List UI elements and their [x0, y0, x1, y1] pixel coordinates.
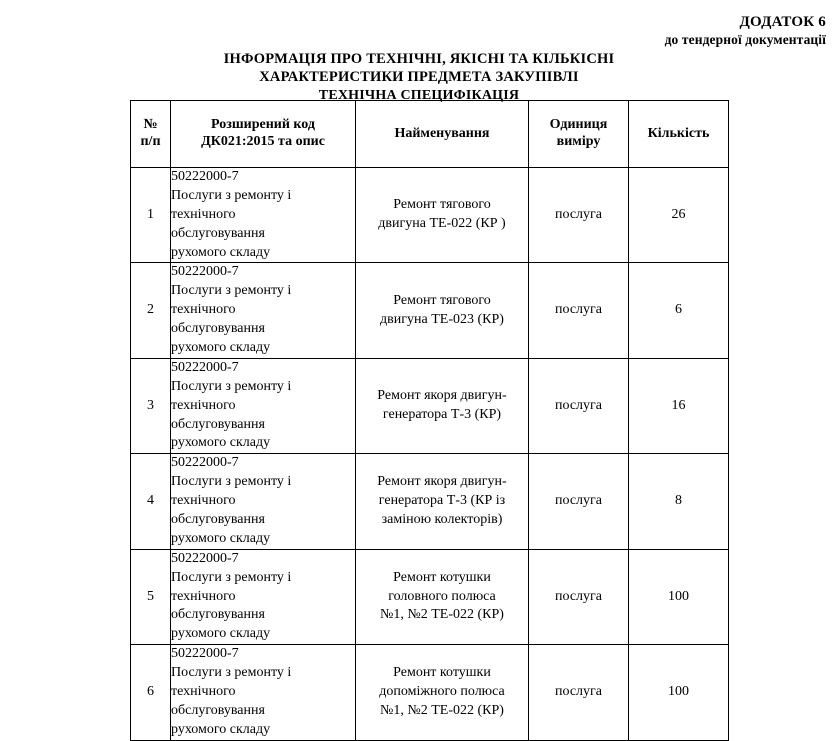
table-header-row — [131, 101, 729, 168]
code-line: 50222000-7 — [171, 264, 239, 280]
document-title-block — [0, 50, 838, 104]
name-line: заміною колекторів) — [381, 512, 503, 528]
row-number: 3 — [131, 358, 171, 453]
code-line: 50222000-7 — [171, 646, 239, 662]
name-line: Ремонт тягового — [393, 292, 491, 308]
code-line: рухомого складу — [171, 244, 271, 260]
table-row — [131, 454, 729, 549]
code-line: технічного — [171, 302, 236, 318]
column-header-unit-line-2: виміру — [556, 134, 601, 149]
table-body — [131, 168, 729, 741]
code-line: рухомого складу — [171, 626, 271, 642]
code-line: обслуговування — [171, 416, 265, 432]
code-line: обслуговування — [171, 607, 265, 623]
annex-subtitle: до тендерної документації — [664, 31, 826, 47]
code-line: технічного — [171, 684, 236, 700]
document-title-line-1: ІНФОРМАЦІЯ ПРО ТЕХНІЧНІ, ЯКІСНІ ТА КІЛЬКІСНІ — [223, 51, 615, 67]
column-header-code-line-2: ДК021:2015 та опис — [201, 134, 325, 149]
row-code-cell — [171, 263, 356, 358]
name-line: Ремонт якоря двигун- — [377, 474, 507, 490]
table-row — [131, 645, 729, 740]
name-line: №1, №2 ТЕ-022 (КР) — [380, 702, 504, 718]
column-header-code-line-1: Розширений код — [211, 117, 315, 133]
code-line: Послуги з ремонту і — [171, 569, 292, 585]
code-line: Послуги з ремонту і — [171, 378, 292, 394]
code-line: 50222000-7 — [171, 550, 239, 566]
code-line: технічного — [171, 397, 236, 413]
row-unit: послуга — [529, 549, 629, 644]
row-number: 6 — [131, 645, 171, 740]
code-line: Послуги з ремонту і — [171, 283, 292, 299]
row-quantity: 8 — [629, 454, 729, 549]
code-line: 50222000-7 — [171, 359, 239, 375]
code-line: обслуговування — [171, 512, 265, 528]
specification-table — [130, 100, 729, 741]
column-header-name — [356, 101, 529, 168]
name-line: двигуна ТЕ-023 (КР) — [380, 311, 504, 327]
column-header-name-label: Найменування — [394, 125, 490, 141]
row-name-cell — [356, 549, 529, 644]
row-code-cell — [171, 454, 356, 549]
row-code-cell — [171, 549, 356, 644]
row-unit: послуга — [529, 168, 629, 263]
code-line: Послуги з ремонту і — [171, 187, 292, 203]
name-line: Ремонт котушки — [393, 569, 491, 585]
code-line: рухомого складу — [171, 530, 271, 546]
table-row — [131, 263, 729, 358]
row-number: 4 — [131, 454, 171, 549]
row-unit: послуга — [529, 645, 629, 740]
row-quantity: 6 — [629, 263, 729, 358]
row-code-cell — [171, 168, 356, 263]
row-name-cell — [356, 263, 529, 358]
row-name-cell — [356, 358, 529, 453]
name-line: генератора Т-3 (КР) — [382, 407, 502, 423]
name-line: Ремонт котушки — [393, 665, 491, 681]
document-title-line-2: ХАРАКТЕРИСТИКИ ПРЕДМЕТА ЗАКУПІВЛІ — [259, 69, 579, 86]
name-line: двигуна ТЕ-022 (КР ) — [378, 216, 506, 232]
name-line: Ремонт якоря двигун- — [377, 388, 507, 404]
code-line: обслуговування — [171, 321, 265, 337]
code-line: рухомого складу — [171, 340, 271, 356]
code-line: 50222000-7 — [171, 455, 239, 471]
code-line: технічного — [171, 206, 236, 222]
code-line: обслуговування — [171, 225, 265, 241]
column-header-number — [131, 101, 171, 168]
name-line: генератора Т-3 (КР із — [378, 493, 506, 509]
row-unit: послуга — [529, 358, 629, 453]
name-line: допоміжного полюса — [379, 684, 505, 700]
row-name-cell — [356, 645, 529, 740]
specification-table-container — [130, 100, 728, 741]
annex-header — [665, 14, 826, 48]
row-quantity: 26 — [629, 168, 729, 263]
document-title-line-3: ТЕХНІЧНА СПЕЦИФІКАЦІЯ — [318, 87, 520, 103]
code-line: рухомого складу — [171, 721, 271, 737]
code-line: технічного — [171, 588, 236, 604]
column-header-number-line-2: п/п — [140, 134, 161, 149]
table-row — [131, 168, 729, 263]
row-name-cell — [356, 454, 529, 549]
column-header-unit-line-1: Одиниця — [549, 117, 608, 133]
column-header-unit — [529, 101, 629, 168]
code-line: Послуги з ремонту і — [171, 474, 292, 490]
code-line: 50222000-7 — [171, 169, 239, 184]
column-header-code — [171, 101, 356, 168]
row-quantity: 100 — [629, 549, 729, 644]
annex-number: ДОДАТОК 6 — [739, 14, 826, 30]
name-line: головного полюса — [388, 588, 496, 604]
row-quantity: 16 — [629, 358, 729, 453]
name-line: Ремонт тягового — [393, 197, 491, 213]
row-unit: послуга — [529, 454, 629, 549]
code-line: рухомого складу — [171, 435, 271, 451]
name-line: №1, №2 ТЕ-022 (КР) — [380, 607, 504, 623]
column-header-number-line-1: № — [143, 117, 158, 133]
column-header-quantity-label: Кількість — [647, 125, 710, 141]
row-name-cell — [356, 168, 529, 263]
row-code-cell — [171, 645, 356, 740]
row-number: 1 — [131, 168, 171, 263]
code-line: технічного — [171, 493, 236, 509]
row-quantity: 100 — [629, 645, 729, 740]
row-unit: послуга — [529, 263, 629, 358]
column-header-quantity — [629, 101, 729, 168]
code-line: Послуги з ремонту і — [171, 665, 292, 681]
table-row — [131, 549, 729, 644]
row-number: 2 — [131, 263, 171, 358]
row-code-cell — [171, 358, 356, 453]
table-row — [131, 358, 729, 453]
row-number: 5 — [131, 549, 171, 644]
table-header — [131, 101, 729, 168]
code-line: обслуговування — [171, 702, 265, 718]
